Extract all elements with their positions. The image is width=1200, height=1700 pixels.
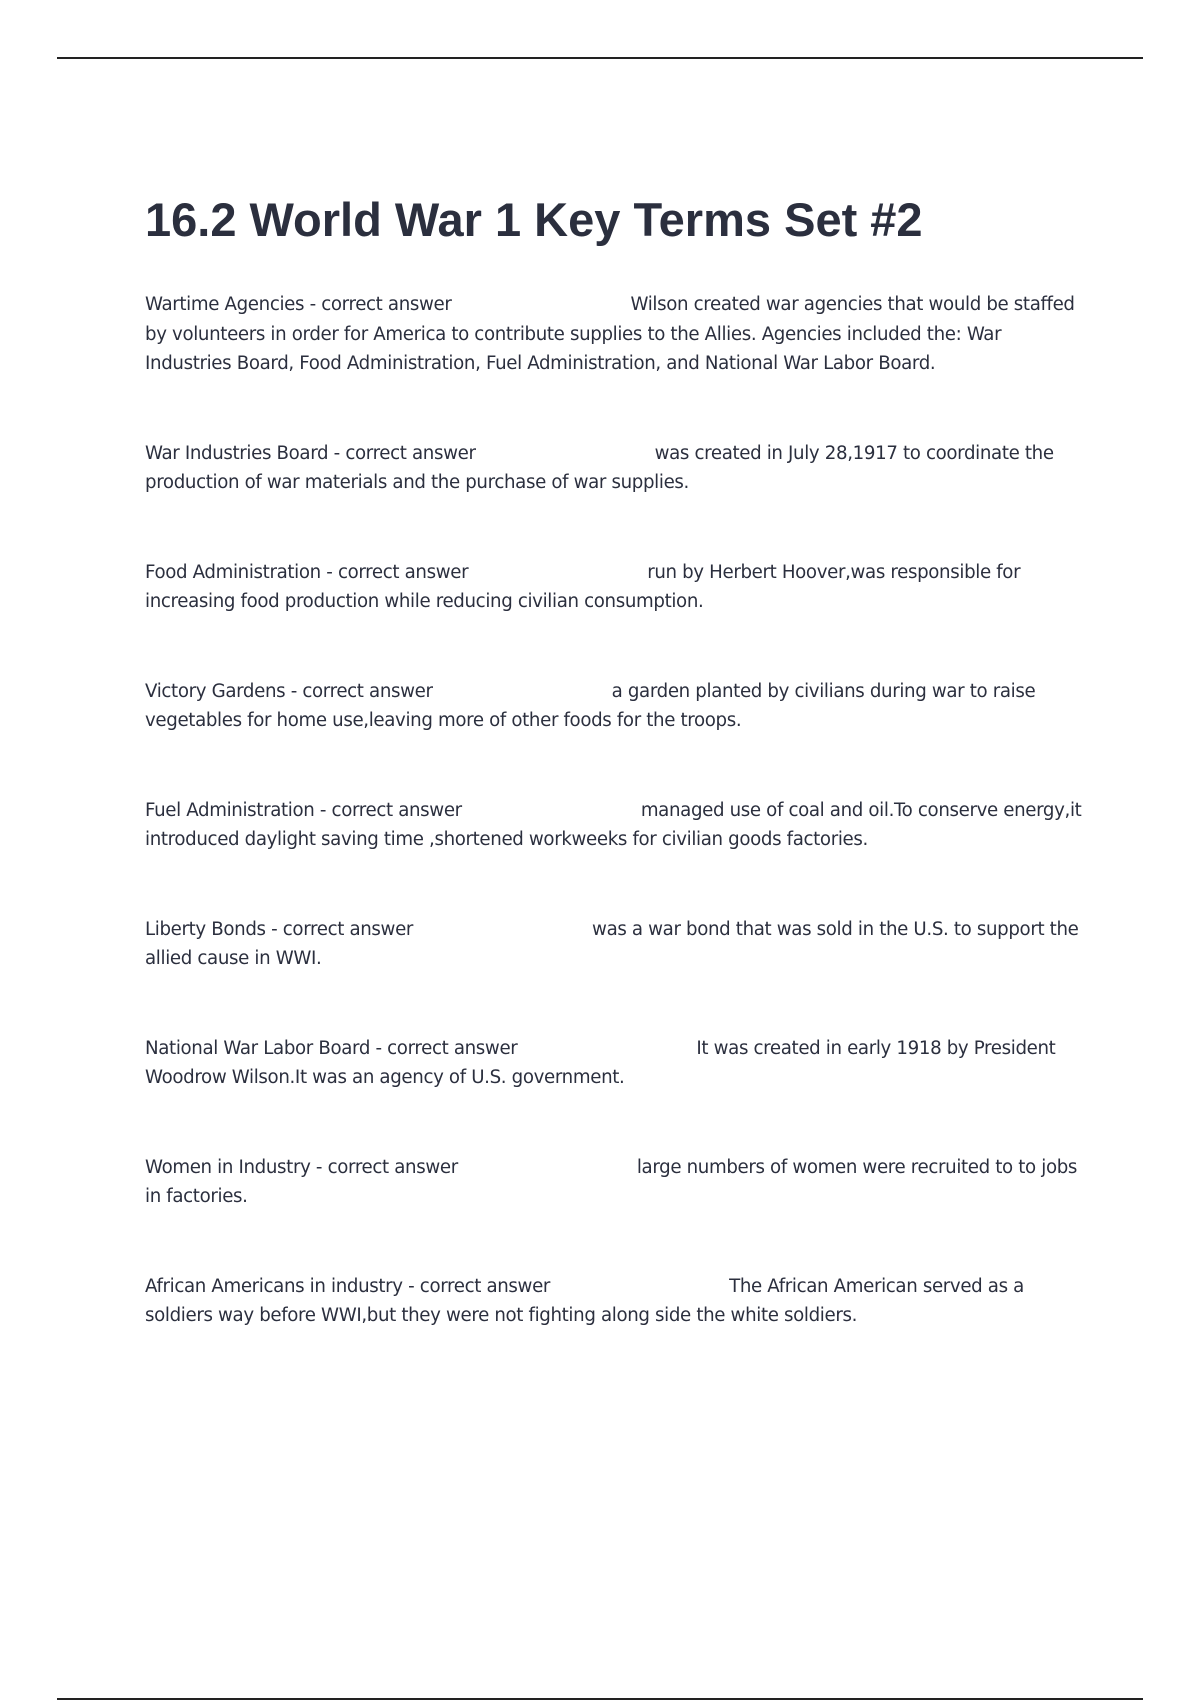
term-separator: -: [319, 799, 327, 821]
answer-marker: correct answer: [419, 1275, 551, 1297]
term-separator: -: [290, 680, 297, 702]
term-definition: was a war bond that was sold in the U.S. to support the allied cause in WWI.: [145, 918, 1079, 969]
answer-marker: correct answer: [327, 1156, 458, 1178]
term-name: War Industries Board: [145, 442, 329, 464]
term-name: Women in Industry: [145, 1156, 311, 1178]
term-separator: -: [271, 918, 278, 940]
term-definition: run by Herbert Hoover,was responsible for increasing food production while reducing civilian consumption.: [145, 561, 1021, 612]
term-name: Victory Gardens: [145, 680, 286, 702]
answer-marker: correct answer: [387, 1037, 518, 1059]
term-definition: It was created in early 1918 by President Woodrow Wilson.It was an agency of U.S. government.: [145, 1037, 1056, 1088]
term-entry: [145, 439, 1085, 498]
top-rule: [57, 57, 1143, 59]
term-entry: [145, 290, 1085, 379]
terms-list: [145, 290, 1085, 1391]
term-name: Fuel Administration: [145, 799, 315, 821]
term-separator: -: [315, 1156, 323, 1178]
answer-marker: correct answer: [321, 294, 452, 315]
term-definition: managed use of coal and oil.To conserve energy,it introduced daylight saving time ,shortened workweeks for civilian goods factories.: [145, 799, 1082, 850]
term-name: Food Administration: [145, 561, 321, 583]
term-separator: -: [375, 1037, 382, 1059]
term-definition: was created in July 28,1917 to coordinate the production of war materials and the purchase of war supplies.: [145, 442, 1054, 493]
term-entry: [145, 558, 1085, 617]
term-entry: [145, 1153, 1085, 1212]
term-name: National War Labor Board: [145, 1037, 371, 1059]
term-entry: [145, 1272, 1085, 1331]
answer-marker: correct answer: [302, 680, 433, 702]
answer-marker: correct answer: [331, 799, 462, 821]
term-definition: large numbers of women were recruited to to jobs in factories.: [145, 1156, 1078, 1207]
term-entry: [145, 677, 1085, 736]
page-title: 16.2 World War 1 Key Terms Set #2: [145, 193, 923, 246]
term-name: African Americans in industry: [145, 1275, 403, 1297]
term-entry: [145, 915, 1085, 974]
term-separator: -: [309, 294, 316, 315]
term-name: Wartime Agencies: [145, 294, 305, 315]
term-definition: a garden planted by civilians during war to raise vegetables for home use,leaving more of other foods for the troops.: [145, 680, 1036, 731]
term-name: Liberty Bonds: [145, 918, 266, 940]
term-entry: [145, 1034, 1085, 1093]
term-definition: The African American served as a soldiers way before WWI,but they were not fighting along side the white soldiers.: [145, 1275, 1024, 1326]
term-separator: -: [333, 442, 340, 464]
answer-marker: correct answer: [282, 918, 414, 940]
term-separator: -: [326, 561, 333, 583]
term-separator: -: [408, 1275, 415, 1297]
term-entry: [145, 796, 1085, 855]
answer-marker: correct answer: [337, 561, 469, 583]
term-definition: Wilson created war agencies that would be staffed by volunteers in order for America to contribute supplies to the Allies. Agencies included the: War Industries Board, Food Administration, Fuel Administration, and National War Labor Board.: [145, 294, 1075, 374]
answer-marker: correct answer: [345, 442, 476, 464]
